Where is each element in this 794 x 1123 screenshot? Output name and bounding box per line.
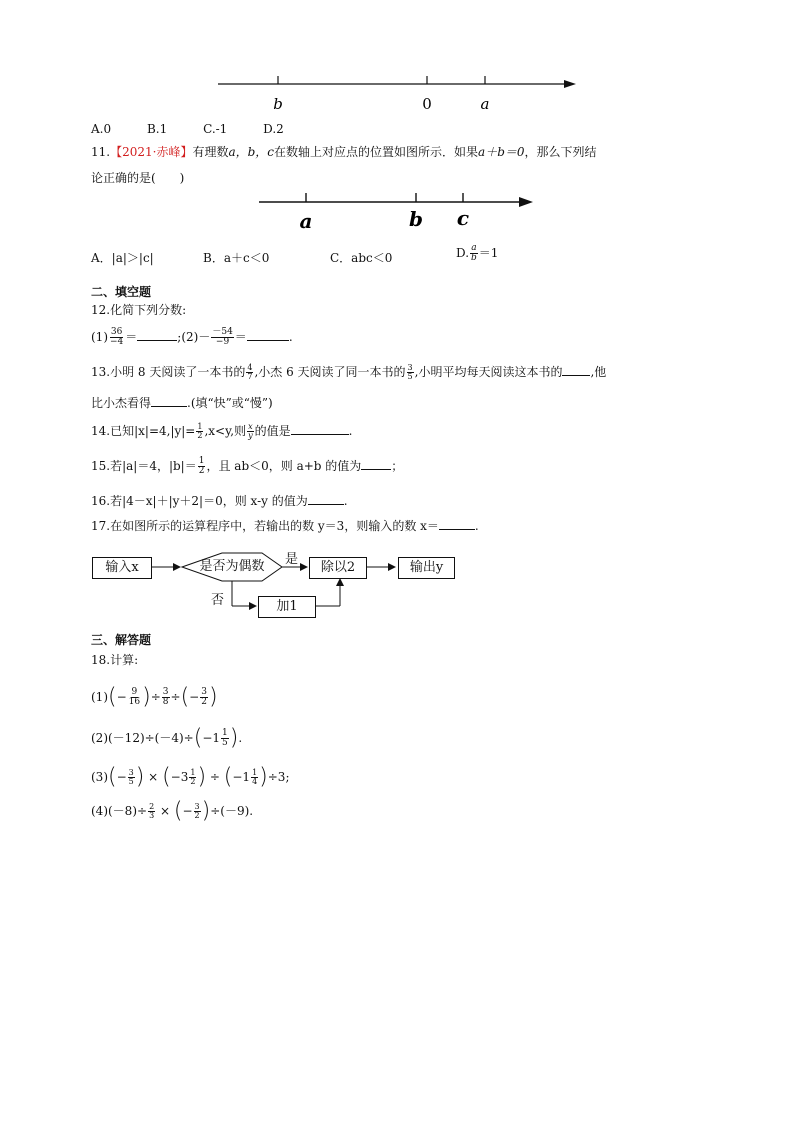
q11-text-2: 在数轴上对应点的位置如图所示．如果 <box>274 145 479 159</box>
flowchart-no-label: 否 <box>211 593 225 608</box>
section3-title: 三、解答题 <box>91 633 152 647</box>
q13-line1: 13.小明 8 天阅读了一本书的 $\frac{4}{7}$ ,小杰 6 天阅读了同一本书的 $\frac{3}{5}$ ,小明平均每天阅读这本书的 ,他 <box>91 363 607 381</box>
q16-blank[interactable] <box>308 492 344 505</box>
q11-number: 11. <box>91 145 111 159</box>
q11-options <box>91 243 499 266</box>
q10-options <box>91 121 284 137</box>
numberline2-label-a: a <box>299 209 313 233</box>
q10-option-b: B.1 <box>146 122 168 136</box>
q11-text-line2: 论正确的是( ) <box>91 171 185 185</box>
q14-text: 14.已知|x|=4,|y|= $\frac{1}{2}$ ,x<y,则 $\frac{x}{y}$ 的值是 . <box>91 422 353 440</box>
q18-text: 18.计算: <box>91 653 139 667</box>
numberline1-label-b: b <box>273 95 283 113</box>
q11-text-3: ，那么下列结 <box>524 145 597 159</box>
q11-text-1: 有理数 <box>192 145 229 159</box>
flowchart-yes-label: 是 <box>285 552 299 567</box>
numberline2-label-c: c <box>456 206 470 230</box>
number-line-1 <box>210 70 590 118</box>
q11-option-b: B．a＋c＜0 <box>203 251 270 265</box>
section2-title: 二、填空题 <box>91 285 152 299</box>
q16-text: 16.若|4－x|＋|y＋2|＝0，则 x-y 的值为 . <box>91 494 348 508</box>
q11-vars: a，b，c <box>228 145 275 159</box>
q18-expr-1: (1)(− $\frac{9}{16}$ )÷ $\frac{3}{8}$ ÷(− $\frac{3}{2}$ ) <box>91 684 218 710</box>
q11-text-line1 <box>91 144 597 160</box>
flowchart-divide-box: 除以2 <box>309 557 367 579</box>
q13-blank-2[interactable] <box>151 394 187 407</box>
number-line-2 <box>255 188 545 234</box>
q11-option-c: C．abc＜0 <box>330 251 393 265</box>
q15-blank[interactable] <box>361 457 391 470</box>
flowchart-input-box: 输入x <box>92 557 152 579</box>
numberline2-label-b: b <box>409 207 423 231</box>
q18-expr-3: (3)(− $\frac{3}{5}$ ) × (−3 $\frac{1}{2}$ ) ÷ (−1 $\frac{1}{4}$ )÷3; <box>91 764 290 790</box>
q11-option-d: D. $\frac{a}{b}$ ＝1 <box>456 243 499 263</box>
q10-option-c: C.-1 <box>203 122 228 136</box>
q12-blank-2[interactable] <box>247 328 289 341</box>
q18-expr-4: (4)(－8)÷ $\frac{2}{3}$ × (− $\frac{3}{2}$ )÷(－9). <box>91 798 254 824</box>
q12-expression: (1) $\frac{36}{-4}$ ＝ ;(2)－ $\frac{-54}{-9}$ ＝ . <box>91 327 293 347</box>
q12-blank-1[interactable] <box>137 328 177 341</box>
q13-blank-1[interactable] <box>562 363 590 376</box>
q13-line2: 比小杰看得 .(填“快”或“慢”) <box>91 396 273 410</box>
q18-expr-2: (2)(－12)÷(－4)÷(−1 $\frac{1}{5}$ ). <box>91 725 243 751</box>
q11-option-a: A．|a|＞|c| <box>91 251 154 265</box>
flowchart-decision: 是否为偶数 <box>199 559 265 574</box>
q12-text: 12.化简下列分数: <box>91 303 187 317</box>
q17-text: 17.在如图所示的运算程序中，若输出的数 y＝3，则输入的数 x＝ . <box>91 519 479 533</box>
flowchart-output-box: 输出y <box>398 557 455 579</box>
numberline1-label-a: a <box>480 95 490 113</box>
q11-source: 【2021·赤峰】 <box>110 145 193 159</box>
q15-text: 15.若|a|＝4，|b|＝ $\frac{1}{2}$ ，且 ab＜0，则 a+b 的值为 ； <box>91 456 404 476</box>
q10-option-d: D.2 <box>263 122 284 136</box>
q11-condition: a＋b＝0 <box>478 145 525 159</box>
q17-blank[interactable] <box>439 517 475 530</box>
q10-option-a: A.0 <box>91 122 112 136</box>
flowchart-add-box: 加1 <box>258 596 316 618</box>
numberline1-label-0: 0 <box>422 95 432 113</box>
q14-blank[interactable] <box>291 422 349 435</box>
